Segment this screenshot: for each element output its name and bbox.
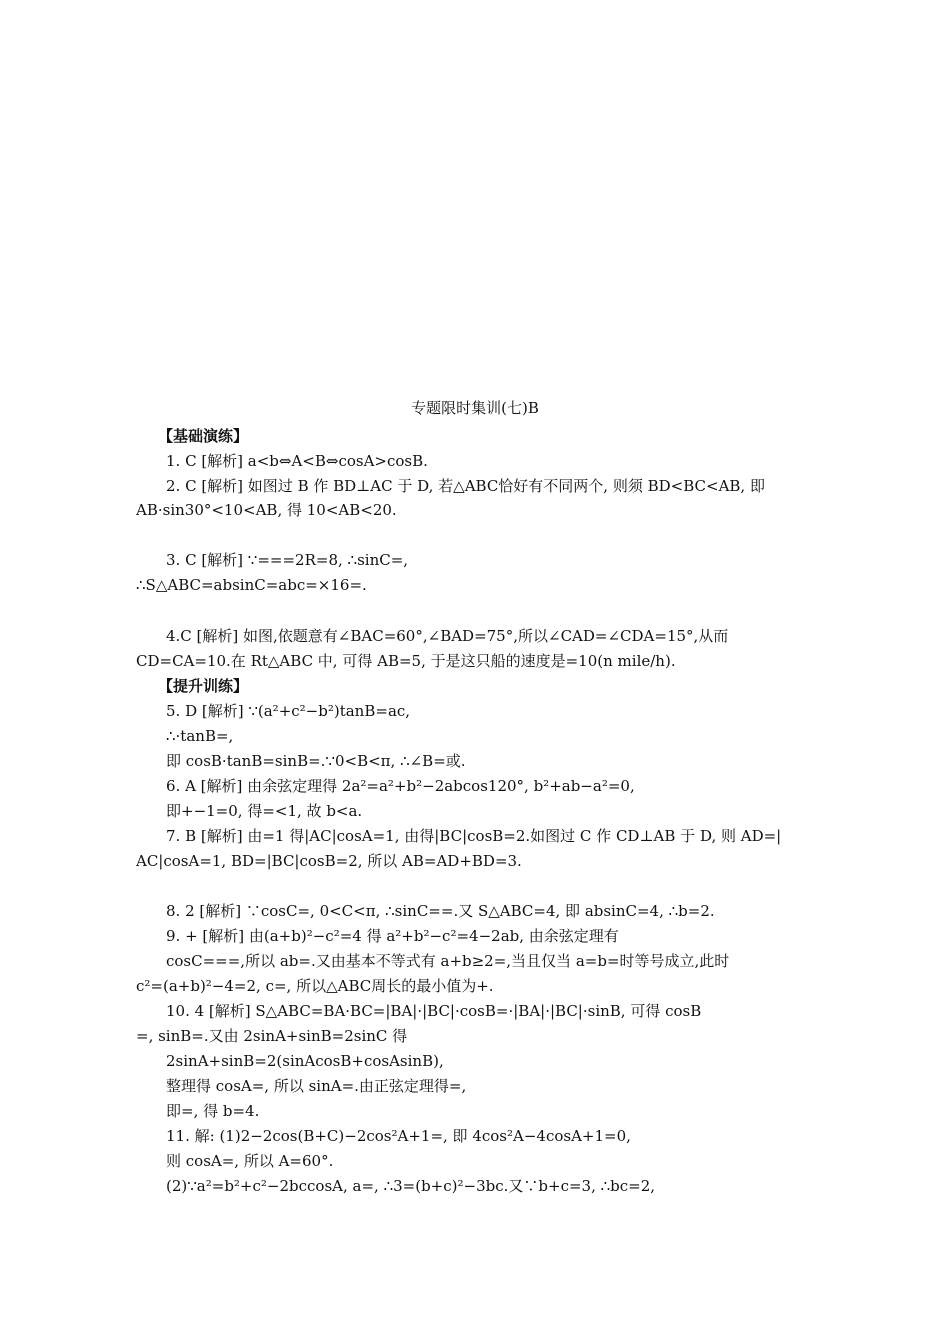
answer-line: 则 cosA=, 所以 A=60°. <box>166 1152 334 1170</box>
answer-line: 即 cosB·tanB=sinB=.∵0<B<π, ∴∠B=或. <box>166 752 466 770</box>
answer-line: CD=CA=10.在 Rt△ABC 中, 可得 AB=5, 于是这只船的速度是=10(n mile/h). <box>136 652 676 670</box>
answer-line: 8. 2 [解析] ∵cosC=, 0<C<π, ∴sinC==.又 S△ABC=4, 即 absinC=4, ∴b=2. <box>166 902 715 920</box>
answer-line: ∴·tanB=, <box>166 727 234 745</box>
answer-line: 3. C [解析] ∵===2R=8, ∴sinC=, <box>166 551 409 569</box>
answer-line: 2sinA+sinB=2(sinAcosB+cosAsinB), <box>166 1052 444 1070</box>
answer-line: 1. C [解析] a<b⇔A<B⇔cosA>cosB. <box>166 452 428 470</box>
answer-line: 4.C [解析] 如图,依题意有∠BAC=60°,∠BAD=75°,所以∠CAD=∠CDA=15°,从而 <box>166 627 729 645</box>
page-title: 专题限时集训(七)B <box>411 399 539 417</box>
answer-line: 2. C [解析] 如图过 B 作 BD⊥AC 于 D, 若△ABC恰好有不同两个, 则须 BD<BC<AB, 即 <box>166 477 765 495</box>
answer-line: 11. 解: (1)2−2cos(B+C)−2cos²A+1=, 即 4cos²A−4cosA+1=0, <box>166 1127 631 1145</box>
answer-line: AB·sin30°<10<AB, 得 10<AB<20. <box>136 501 397 519</box>
answer-line: 5. D [解析] ∵(a²+c²−b²)tanB=ac, <box>166 702 411 720</box>
answer-line: 9. + [解析] 由(a+b)²−c²=4 得 a²+b²−c²=4−2ab, 由余弦定理有 <box>166 927 619 945</box>
answer-line: 即+−1=0, 得=<1, 故 b<a. <box>166 802 363 820</box>
answer-line: =, sinB=.又由 2sinA+sinB=2sinC 得 <box>136 1027 408 1045</box>
answer-line: 6. A [解析] 由余弦定理得 2a²=a²+b²−2abcos120°, b²+ab−a²=0, <box>166 777 635 795</box>
section-heading-advanced: 【提升训练】 <box>158 677 249 695</box>
answer-line: 整理得 cosA=, 所以 sinA=.由正弦定理得=, <box>166 1077 467 1095</box>
answer-line: 即=, 得 b=4. <box>166 1102 260 1120</box>
answer-line: cosC===,所以 ab=.又由基本不等式有 a+b≥2=,当且仅当 a=b=时等号成立,此时 <box>166 952 730 970</box>
answer-line: 10. 4 [解析] S△ABC=BA·BC=|BA|·|BC|·cosB=·|BA|·|BC|·sinB, 可得 cosB <box>166 1002 702 1020</box>
answer-line: c²=(a+b)²−4=2, c=, 所以△ABC周长的最小值为+. <box>136 977 494 995</box>
answer-line: AC|cosA=1, BD=|BC|cosB=2, 所以 AB=AD+BD=3. <box>136 852 522 870</box>
answer-line: ∴S△ABC=absinC=abc=×16=. <box>136 576 367 594</box>
answer-line: (2)∵a²=b²+c²−2bccosA, a=, ∴3=(b+c)²−3bc.又∵b+c=3, ∴bc=2, <box>166 1177 656 1195</box>
answer-line: 7. B [解析] 由=1 得|AC|cosA=1, 由得|BC|cosB=2.如图过 C 作 CD⊥AB 于 D, 则 AD=| <box>166 827 782 845</box>
section-heading-basic: 【基础演练】 <box>158 427 249 445</box>
